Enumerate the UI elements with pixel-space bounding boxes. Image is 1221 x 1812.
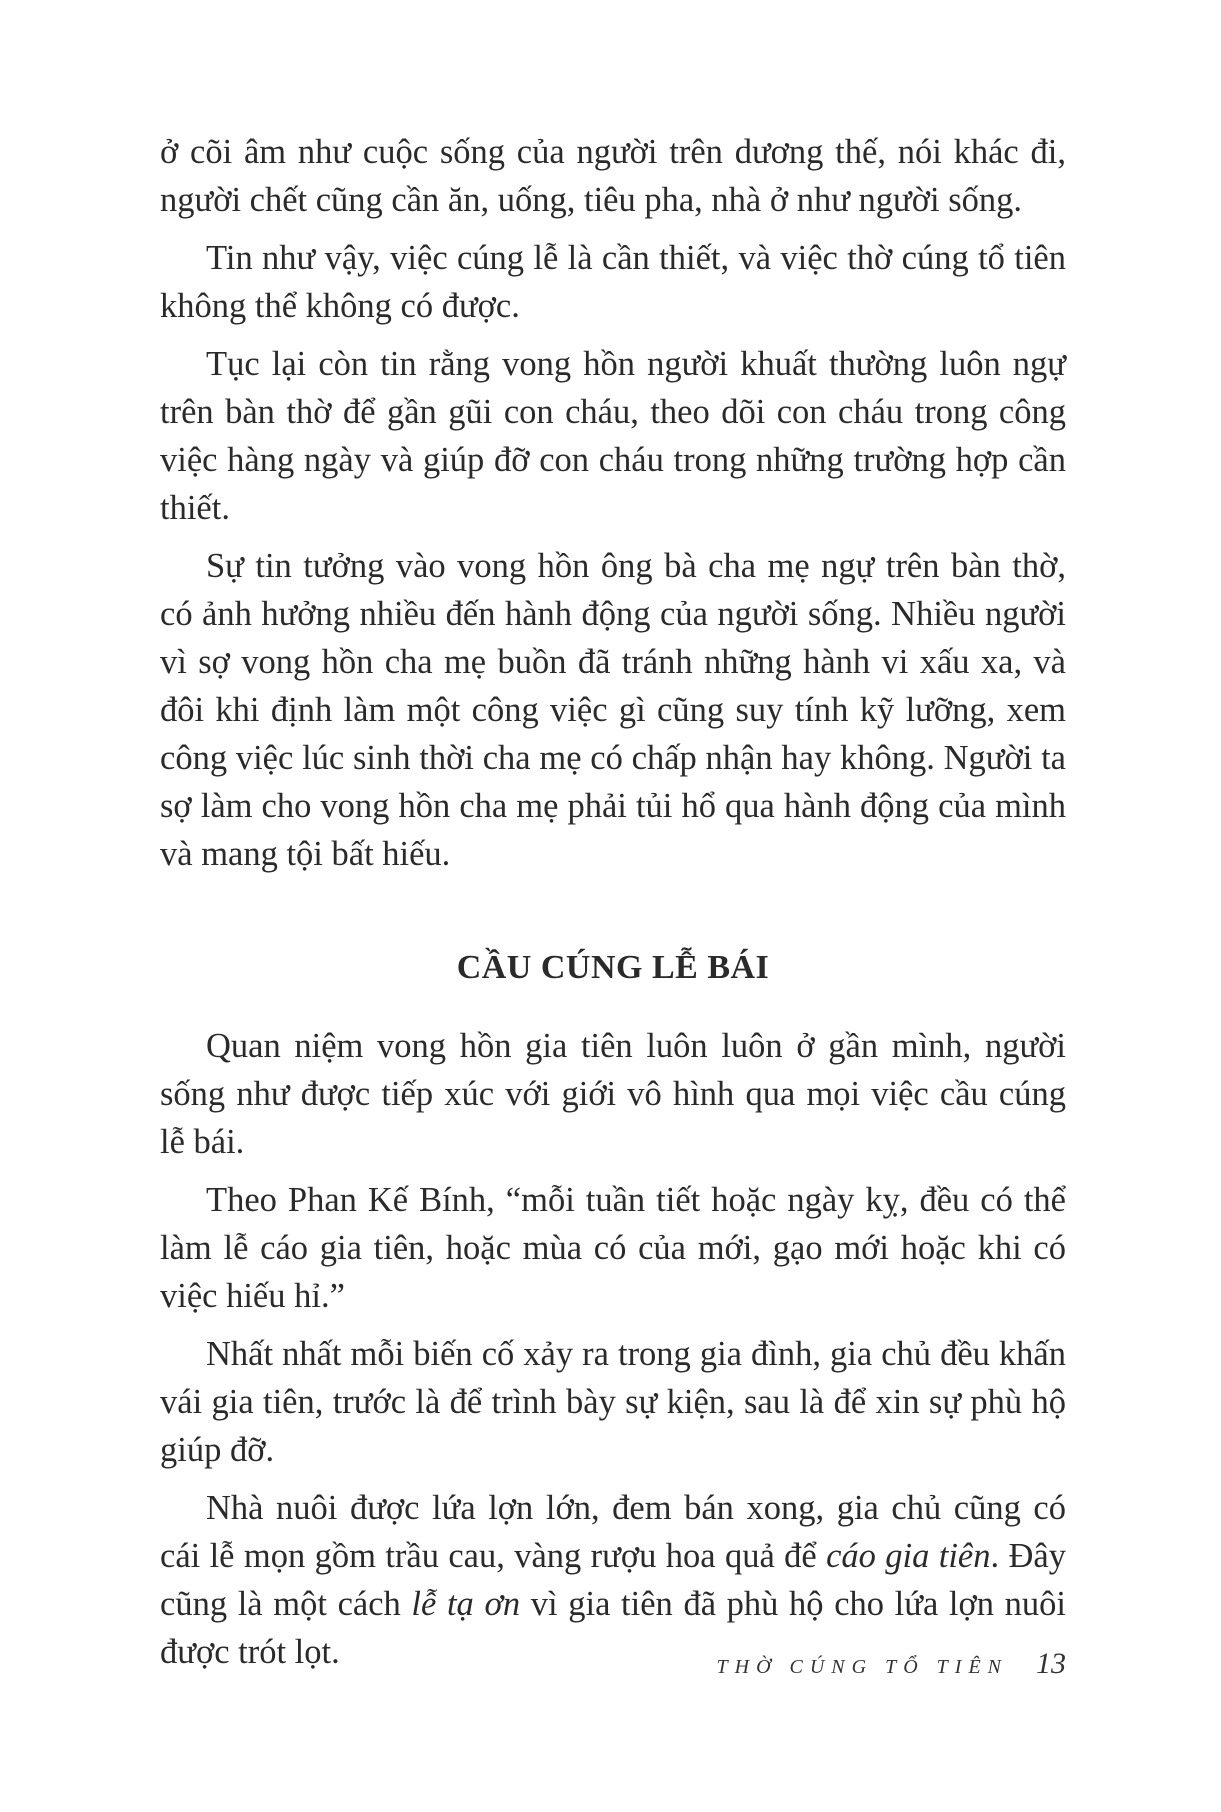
italic-phrase: cáo gia tiên	[826, 1537, 991, 1575]
italic-phrase: lễ tạ ơn	[411, 1585, 521, 1623]
paragraph: Nhất nhất mỗi biến cố xảy ra trong gia đình, gia chủ đều khấn vái gia tiên, trước là để trình bày sự kiện, sau là để xin sự phù hộ giúp đỡ.	[160, 1335, 1066, 1469]
paragraph: Theo Phan Kế Bính, “mỗi tuần tiết hoặc ngày kỵ, đều có thể làm lễ cáo gia tiên, hoặc mùa có của mới, gạo mới hoặc khi có việc hiếu hỉ.”	[160, 1181, 1066, 1315]
text-run: . Đây cũng là một cách	[160, 1537, 1066, 1623]
page-body	[160, 128, 1066, 1686]
paragraph-continued: ở cõi âm như cuộc sống của người trên dương thế, nói khác đi, người chết cũng cần ăn, uống, tiêu pha, nhà ở như người sống.	[160, 133, 1066, 219]
paragraph: Sự tin tưởng vào vong hồn ông bà cha mẹ ngự trên bàn thờ, có ảnh hưởng nhiều đến hành động của người sống. Nhiều người vì sợ vong hồn cha mẹ buồn đã tránh những hành vi xấu xa, và đôi khi định làm một công việc gì cũng suy tính kỹ lưỡng, xem công việc lúc sinh thời cha mẹ có chấp nhận hay không. Người ta sợ làm cho vong hồn cha mẹ phải tủi hổ qua hành động của mình và mang tội bất hiếu.	[160, 547, 1066, 873]
text-run: Nhà nuôi được lứa lợn lớn, đem bán xong, gia chủ cũng có cái lễ mọn gồm trầu cau, vàng rượu hoa quả để	[160, 1489, 1066, 1575]
paragraph: Tục lại còn tin rằng vong hồn người khuất thường luôn ngự trên bàn thờ để gần gũi con cháu, theo dõi con cháu trong công việc hàng ngày và giúp đỡ con cháu trong những trường hợp cần thiết.	[160, 345, 1066, 527]
page-footer	[717, 1644, 1066, 1687]
paragraph: Tin như vậy, việc cúng lễ là cần thiết, và việc thờ cúng tổ tiên không thể không có được.	[160, 239, 1066, 325]
section-heading: CẦU CÚNG LỄ BÁI	[456, 949, 770, 986]
page-number: 13	[1036, 1647, 1066, 1680]
running-title: THỜ CÚNG TỔ TIÊN	[716, 1656, 1008, 1678]
text-run: vì gia tiên đã phù hộ cho lứa lợn nuôi được trót lọt.	[160, 1585, 1066, 1671]
paragraph: Quan niệm vong hồn gia tiên luôn luôn ở gần mình, người sống như được tiếp xúc với giới vô hình qua mọi việc cầu cúng lễ bái.	[160, 1027, 1066, 1161]
